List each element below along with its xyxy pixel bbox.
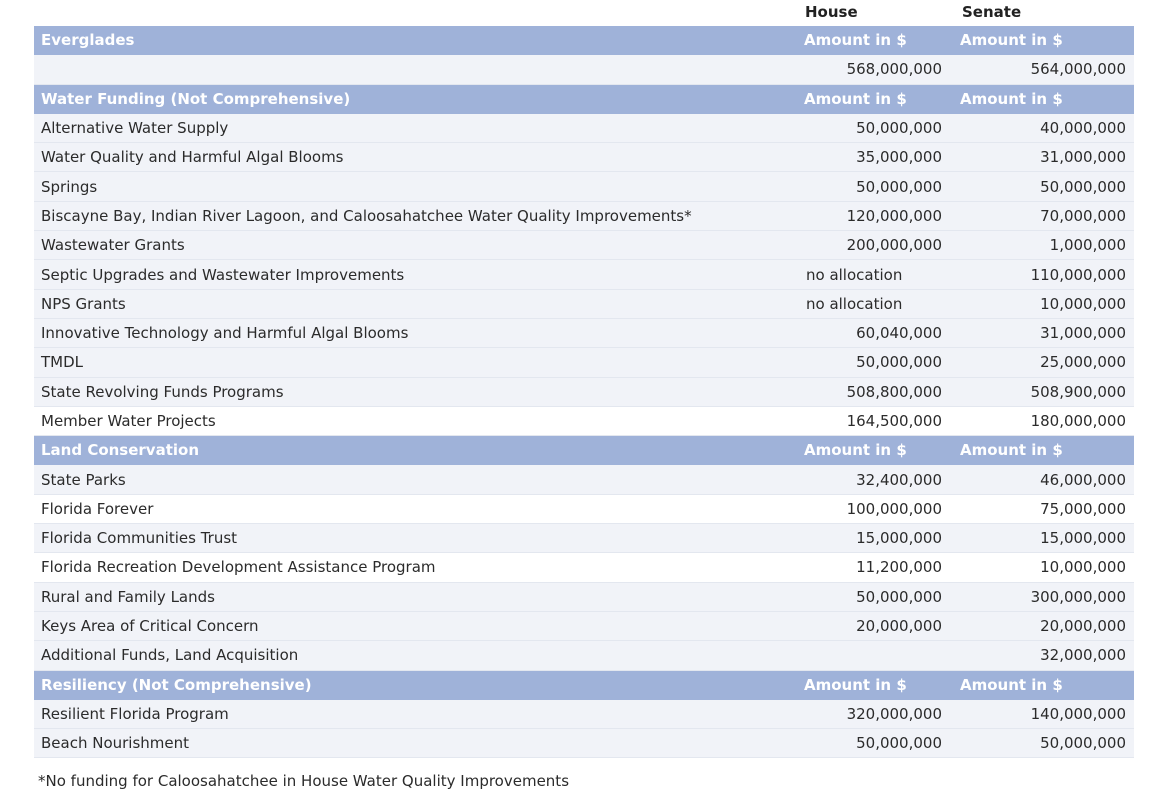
- program-name: Septic Upgrades and Wastewater Improvements: [34, 260, 772, 289]
- senate-amount-header: Amount in $: [942, 436, 1134, 465]
- senate-amount-header: Amount in $: [942, 670, 1134, 699]
- program-name: Biscayne Bay, Indian River Lagoon, and Caloosahatchee Water Quality Improvements*: [34, 201, 772, 230]
- column-headers: [0, 0, 1168, 26]
- program-name: NPS Grants: [34, 289, 772, 318]
- senate-amount-header: Amount in $: [942, 84, 1134, 113]
- house-amount: [772, 172, 942, 201]
- house-amount-header-label: Amount in $: [804, 31, 907, 50]
- house-amount-header-label: Amount in $: [804, 675, 907, 694]
- senate-amount: 31,000,000: [942, 143, 1134, 172]
- house-amount-value: 32,400,000: [856, 470, 942, 489]
- table-row: [34, 582, 1134, 611]
- house-amount: [772, 55, 942, 84]
- house-amount-value: no allocation: [806, 294, 903, 313]
- senate-amount: 46,000,000: [942, 465, 1134, 494]
- program-name: Florida Recreation Development Assistance Program: [34, 553, 772, 582]
- senate-amount: 508,900,000: [942, 377, 1134, 406]
- senate-amount: 10,000,000: [942, 289, 1134, 318]
- program-name: Alternative Water Supply: [34, 113, 772, 142]
- house-amount: [772, 260, 942, 289]
- house-amount-header-label: Amount in $: [804, 441, 907, 460]
- table-row: [34, 231, 1134, 260]
- house-amount-header: [772, 26, 942, 55]
- program-name: Wastewater Grants: [34, 231, 772, 260]
- house-amount-value: 50,000,000: [856, 353, 942, 372]
- house-amount-header-label: Amount in $: [804, 89, 907, 108]
- program-name: State Parks: [34, 465, 772, 494]
- house-amount-value: 15,000,000: [856, 529, 942, 548]
- senate-amount: 32,000,000: [942, 641, 1134, 670]
- house-amount: [772, 582, 942, 611]
- house-amount: [772, 318, 942, 347]
- table-row: [34, 699, 1134, 728]
- program-name: TMDL: [34, 348, 772, 377]
- program-name: Florida Communities Trust: [34, 524, 772, 553]
- program-name: Member Water Projects: [34, 406, 772, 435]
- house-amount-value: 11,200,000: [856, 558, 942, 577]
- house-amount: [772, 641, 942, 670]
- table-row: [34, 641, 1134, 670]
- house-amount-header: [772, 436, 942, 465]
- table-row: [34, 172, 1134, 201]
- house-amount-value: 508,800,000: [846, 382, 942, 401]
- section-header-row: [34, 436, 1134, 465]
- house-amount: [772, 465, 942, 494]
- section-title: Resiliency (Not Comprehensive): [34, 670, 772, 699]
- house-amount-value: 164,500,000: [846, 412, 942, 430]
- table-row: [34, 406, 1134, 435]
- house-amount: [772, 406, 942, 435]
- footnote: *No funding for Caloosahatchee in House Water Quality Improvements: [38, 772, 570, 790]
- section-header-row: [34, 84, 1134, 113]
- senate-amount: 140,000,000: [942, 699, 1134, 728]
- house-amount-header: [772, 670, 942, 699]
- house-amount-value: 50,000,000: [856, 734, 942, 753]
- house-amount-value: no allocation: [806, 265, 903, 284]
- program-name: Keys Area of Critical Concern: [34, 611, 772, 640]
- house-amount: [772, 494, 942, 523]
- house-amount: [772, 729, 942, 758]
- house-amount-header: [772, 84, 942, 113]
- senate-amount: 180,000,000: [942, 406, 1134, 435]
- program-name: Springs: [34, 172, 772, 201]
- house-amount-value: 20,000,000: [856, 617, 942, 636]
- senate-amount: 564,000,000: [942, 55, 1134, 84]
- table-row: [34, 465, 1134, 494]
- house-amount-value: 320,000,000: [846, 704, 942, 723]
- budget-table-body: [34, 26, 1134, 758]
- house-amount-value: 100,000,000: [846, 499, 942, 518]
- house-amount-value: 50,000,000: [856, 119, 942, 138]
- senate-amount: 75,000,000: [942, 494, 1134, 523]
- house-amount: [772, 699, 942, 728]
- section-title: Water Funding (Not Comprehensive): [34, 84, 772, 113]
- house-amount: [772, 231, 942, 260]
- senate-amount: 25,000,000: [942, 348, 1134, 377]
- house-amount: [772, 201, 942, 230]
- program-name: Additional Funds, Land Acquisition: [34, 641, 772, 670]
- senate-amount: 50,000,000: [942, 729, 1134, 758]
- table-row: [34, 348, 1134, 377]
- table-row: [34, 494, 1134, 523]
- house-amount-value: 120,000,000: [846, 206, 942, 225]
- senate-amount: 40,000,000: [942, 113, 1134, 142]
- house-amount: [772, 524, 942, 553]
- house-amount-value: 50,000,000: [856, 177, 942, 196]
- senate-amount: 15,000,000: [942, 524, 1134, 553]
- section-title: Land Conservation: [34, 436, 772, 465]
- table-row: [34, 113, 1134, 142]
- table-row: [34, 201, 1134, 230]
- senate-amount: 10,000,000: [942, 553, 1134, 582]
- table-row: [34, 524, 1134, 553]
- senate-amount: 31,000,000: [942, 318, 1134, 347]
- program-name: Rural and Family Lands: [34, 582, 772, 611]
- house-amount: [772, 289, 942, 318]
- program-name: Resilient Florida Program: [34, 699, 772, 728]
- table-row: [34, 318, 1134, 347]
- senate-amount-header: Amount in $: [942, 26, 1134, 55]
- section-header-row: [34, 670, 1134, 699]
- budget-table: [34, 26, 1134, 758]
- program-name: [34, 55, 772, 84]
- house-amount-value: 568,000,000: [846, 60, 942, 79]
- table-row: [34, 553, 1134, 582]
- senate-amount: 70,000,000: [942, 201, 1134, 230]
- program-name: State Revolving Funds Programs: [34, 377, 772, 406]
- house-amount-value: 35,000,000: [856, 148, 942, 167]
- section-title: Everglades: [34, 26, 772, 55]
- house-column-header: House: [805, 3, 858, 21]
- house-amount: [772, 143, 942, 172]
- house-amount: [772, 348, 942, 377]
- senate-column-header: Senate: [962, 3, 1022, 21]
- house-amount: [772, 377, 942, 406]
- table-row: [34, 143, 1134, 172]
- table-row: [34, 729, 1134, 758]
- table-row: [34, 377, 1134, 406]
- house-amount: [772, 553, 942, 582]
- senate-amount: 50,000,000: [942, 172, 1134, 201]
- senate-amount: 20,000,000: [942, 611, 1134, 640]
- program-name: Water Quality and Harmful Algal Blooms: [34, 143, 772, 172]
- house-amount-value: 50,000,000: [856, 587, 942, 606]
- program-name: Beach Nourishment: [34, 729, 772, 758]
- house-amount-value: 60,040,000: [856, 324, 942, 343]
- house-amount: [772, 611, 942, 640]
- senate-amount: 110,000,000: [942, 260, 1134, 289]
- table-row: [34, 611, 1134, 640]
- table-row: [34, 260, 1134, 289]
- house-amount-value: 200,000,000: [846, 236, 942, 255]
- table-row: [34, 55, 1134, 84]
- senate-amount: 300,000,000: [942, 582, 1134, 611]
- table-row: [34, 289, 1134, 318]
- house-amount: [772, 113, 942, 142]
- senate-amount: 1,000,000: [942, 231, 1134, 260]
- section-header-row: [34, 26, 1134, 55]
- program-name: Florida Forever: [34, 494, 772, 523]
- program-name: Innovative Technology and Harmful Algal Blooms: [34, 318, 772, 347]
